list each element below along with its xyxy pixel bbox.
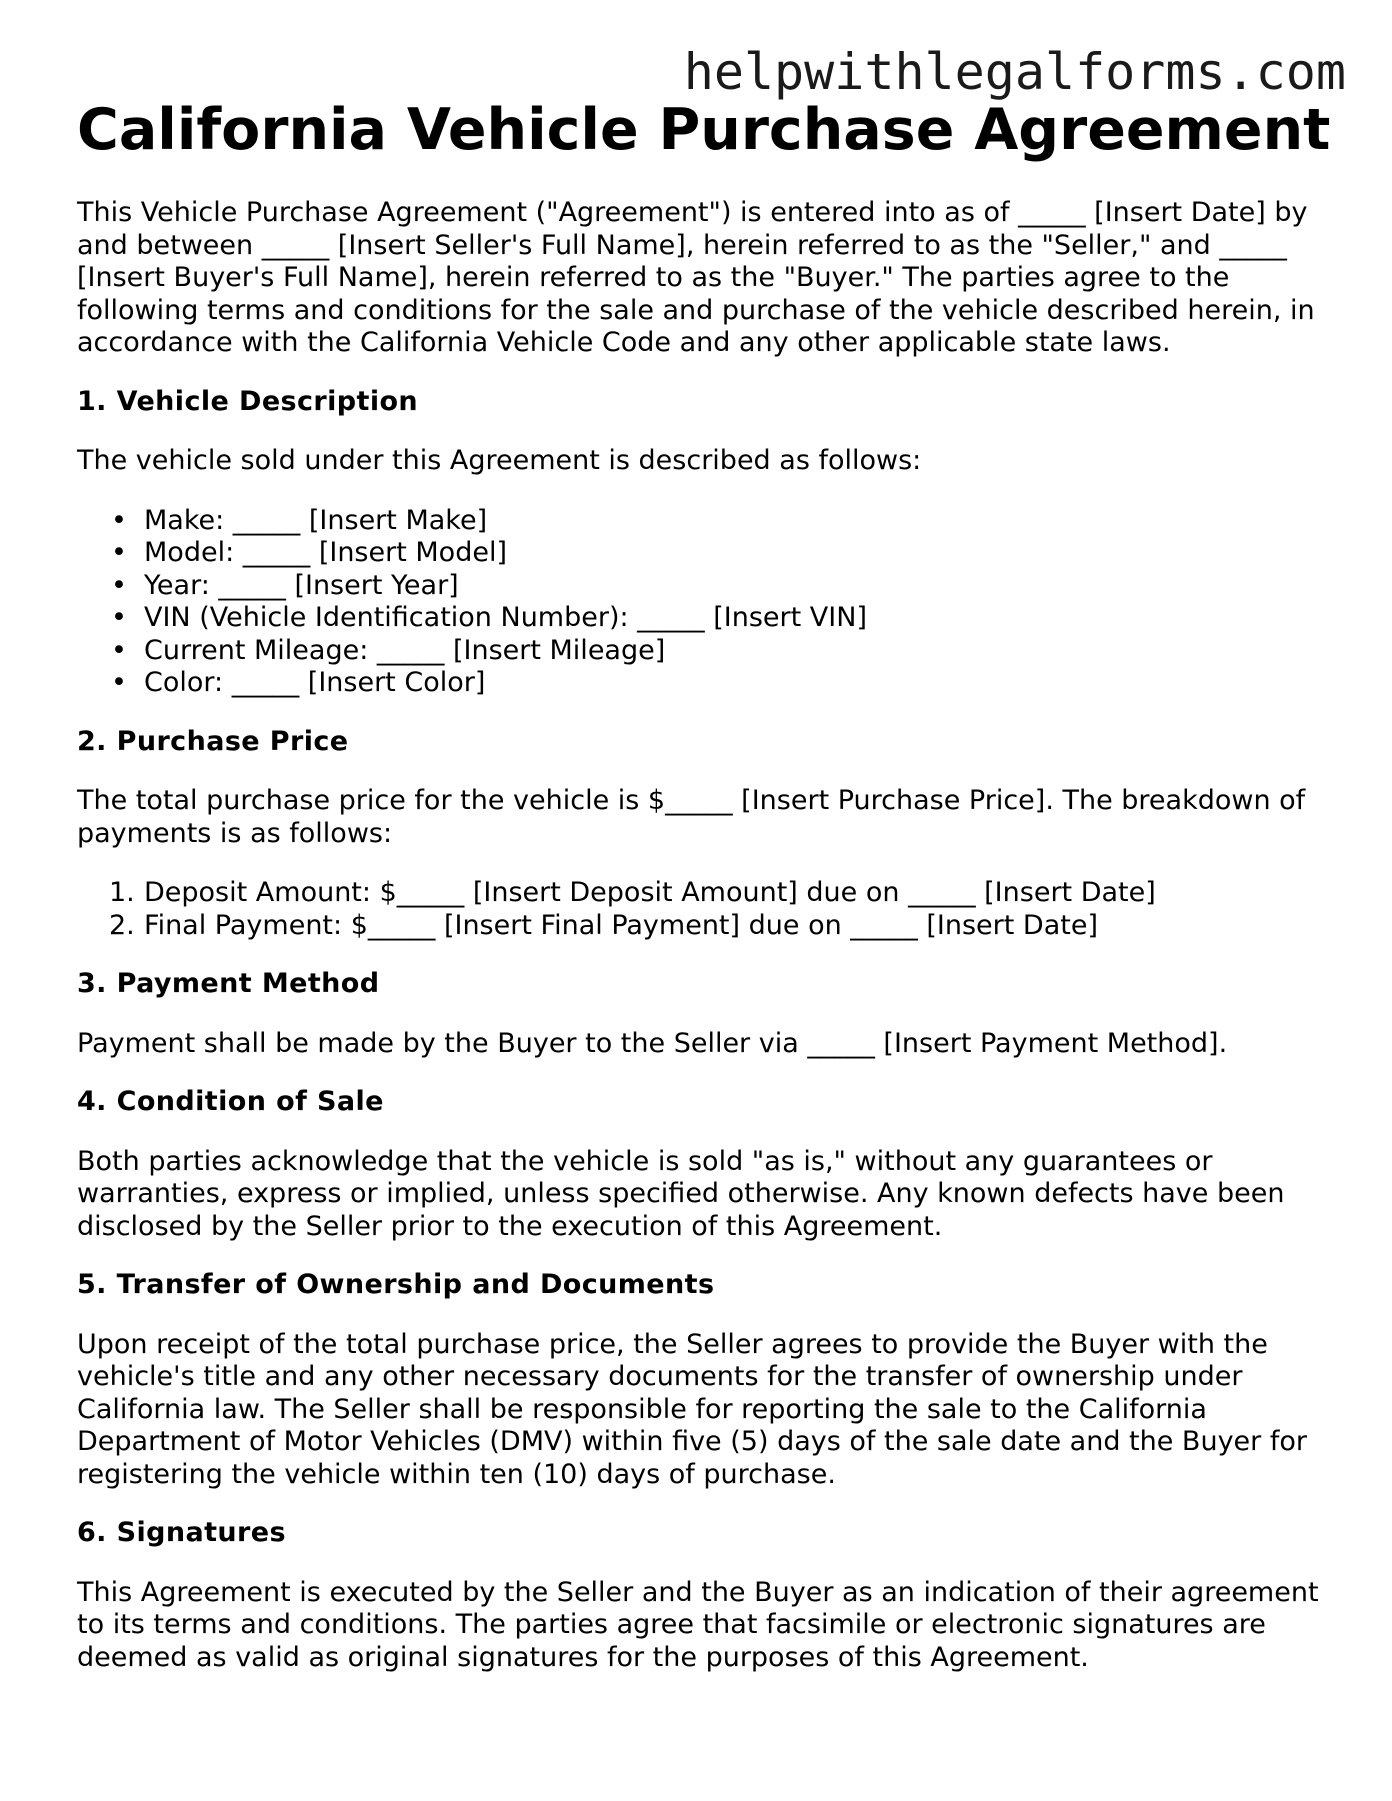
section-heading-condition-of-sale: 4. Condition of Sale [77, 1086, 384, 1117]
document-page [77, 95, 1337, 1674]
section-heading-purchase-price: 2. Purchase Price [77, 725, 349, 757]
list-item-deposit [77, 877, 1337, 910]
list-item-text: Deposit Amount: $_____ [Insert Deposit Amount] due on _____ [Insert Date] [144, 877, 1156, 908]
list-item-mileage: • Current Mileage: _____ [Insert Mileage] [77, 635, 1337, 668]
document-title: California Vehicle Purchase Agreement [77, 97, 1331, 163]
list-number: 1. [109, 877, 135, 908]
section-body-purchase-price: The total purchase price for the vehicle is $_____ [Insert Purchase Price]. The breakdown of payments is as follows: [77, 785, 1306, 849]
list-number: 2. [109, 909, 135, 941]
section-body-condition-of-sale: Both parties acknowledge that the vehicle is sold "as is," without any guarantees or warranties, express or implied, unless specified otherwise. Any known defects have been disclosed by the Seller prior to the execution of this Agreement. [77, 1145, 1285, 1242]
section-heading-vehicle-description: 1. Vehicle Description [77, 385, 419, 417]
intro-paragraph: This Vehicle Purchase Agreement ("Agreement") is entered into as of _____ [Insert Date] by and between _____ [Insert Seller's Full Name], herein referred to as the "Seller," and _____ [Insert Buyer's Full Name], herein referred to as the "Buyer." The parties agree to the following terms and conditions for the sale and purchase of the vehicle described herein, in accordance with the California Vehicle Code and any other applicable state laws. [77, 197, 1315, 358]
vehicle-details-list [77, 505, 1337, 700]
section-body-payment-method: Payment shall be made by the Buyer to the Seller via _____ [Insert Payment Method]. [77, 1027, 1228, 1059]
list-item-vin: • VIN (Vehicle Identification Number): _____ [Insert VIN] [77, 602, 1337, 635]
section-body-transfer: Upon receipt of the total purchase price, the Seller agrees to provide the Buyer with the vehicle's title and any other necessary documents for the transfer of ownership under California law. The Seller shall be responsible for reporting the sale to the California Department of Motor Vehicles (DMV) within five (5) days of the sale date and the Buyer for registering the vehicle within ten (10) days of purchase. [77, 1328, 1307, 1490]
list-item-text: Final Payment: $_____ [Insert Final Payment] due on _____ [Insert Date] [144, 909, 1099, 941]
section-heading-signatures: 6. Signatures [77, 1517, 286, 1548]
list-item-model: • Model: _____ [Insert Model] [77, 537, 1337, 570]
payment-breakdown-list [77, 877, 1337, 942]
site-watermark: helpwithlegalforms.com [683, 43, 1346, 101]
list-item-make: • Make: _____ [Insert Make] [77, 505, 1337, 538]
section-heading-payment-method: 3. Payment Method [77, 968, 380, 999]
section-body-vehicle-description: The vehicle sold under this Agreement is described as follows: [77, 445, 922, 476]
list-item-color: • Color: _____ [Insert Color] [77, 667, 1337, 700]
list-item-final-payment [77, 910, 1337, 943]
section-body-signatures: This Agreement is executed by the Seller and the Buyer as an indication of their agreement to its terms and conditions. The parties agree that facsimile or electronic signatures are deemed as valid as original signatures for the purposes of this Agreement. [77, 1576, 1319, 1673]
list-item-year: • Year: _____ [Insert Year] [77, 570, 1337, 603]
section-heading-transfer: 5. Transfer of Ownership and Documents [77, 1269, 715, 1300]
